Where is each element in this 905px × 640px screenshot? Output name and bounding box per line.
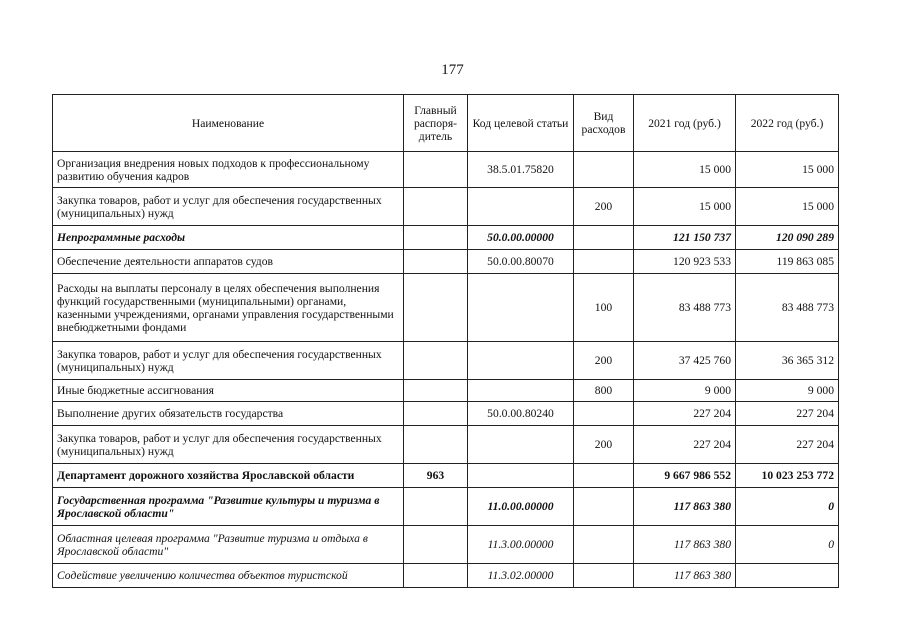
row-2022 <box>736 564 839 588</box>
row-2022: 83 488 773 <box>736 274 839 342</box>
table-row <box>53 402 839 426</box>
row-code <box>468 342 574 380</box>
row-code: 50.0.00.80070 <box>468 250 574 274</box>
row-2021: 15 000 <box>634 152 736 188</box>
table-row <box>53 426 839 464</box>
budget-table <box>52 94 839 588</box>
row-kind: 200 <box>574 188 634 226</box>
row-dept <box>404 274 468 342</box>
row-2021: 117 863 380 <box>634 526 736 564</box>
row-kind <box>574 488 634 526</box>
row-code: 11.3.02.00000 <box>468 564 574 588</box>
row-code <box>468 380 574 402</box>
row-2021: 120 923 533 <box>634 250 736 274</box>
row-2021: 121 150 737 <box>634 226 736 250</box>
row-code: 50.0.00.80240 <box>468 402 574 426</box>
row-dept <box>404 188 468 226</box>
table-row <box>53 188 839 226</box>
row-kind: 200 <box>574 426 634 464</box>
row-dept <box>404 426 468 464</box>
row-2022: 9 000 <box>736 380 839 402</box>
row-kind <box>574 226 634 250</box>
row-2022: 227 204 <box>736 402 839 426</box>
table-row <box>53 152 839 188</box>
header-kind: Вид расходов <box>574 95 634 152</box>
header-name: Наименование <box>53 95 404 152</box>
row-2021: 83 488 773 <box>634 274 736 342</box>
row-2021: 9 667 986 552 <box>634 464 736 488</box>
row-dept <box>404 488 468 526</box>
page-number: 177 <box>441 62 464 78</box>
table-row <box>53 564 839 588</box>
row-dept <box>404 342 468 380</box>
header-2021: 2021 год (руб.) <box>634 95 736 152</box>
row-code: 11.0.00.00000 <box>468 488 574 526</box>
table-row <box>53 526 839 564</box>
row-kind <box>574 526 634 564</box>
row-name: Областная целевая программа "Развитие туризма и отдыха в Ярославской области" <box>53 526 404 564</box>
row-code <box>468 426 574 464</box>
row-dept <box>404 152 468 188</box>
row-dept <box>404 564 468 588</box>
row-name: Непрограммные расходы <box>53 226 404 250</box>
row-name: Организация внедрения новых подходов к профессиональному развитию обучения кадров <box>53 152 404 188</box>
row-code: 38.5.01.75820 <box>468 152 574 188</box>
row-2022: 0 <box>736 526 839 564</box>
row-kind: 200 <box>574 342 634 380</box>
row-dept <box>404 402 468 426</box>
table-row <box>53 488 839 526</box>
table-header-row <box>53 95 839 152</box>
row-kind <box>574 564 634 588</box>
row-name: Закупка товаров, работ и услуг для обеспечения государственных (муниципальных) нужд <box>53 426 404 464</box>
row-code <box>468 274 574 342</box>
row-name: Департамент дорожного хозяйства Ярославской области <box>53 464 404 488</box>
row-2021: 9 000 <box>634 380 736 402</box>
row-dept <box>404 226 468 250</box>
row-2021: 227 204 <box>634 402 736 426</box>
row-kind: 100 <box>574 274 634 342</box>
table-row <box>53 380 839 402</box>
header-dept: Главный распоря-дитель <box>404 95 468 152</box>
row-2022: 119 863 085 <box>736 250 839 274</box>
row-code: 11.3.00.00000 <box>468 526 574 564</box>
row-kind <box>574 250 634 274</box>
row-code <box>468 464 574 488</box>
row-name: Государственная программа "Развитие культуры и туризма в Ярославской области" <box>53 488 404 526</box>
row-code: 50.0.00.00000 <box>468 226 574 250</box>
row-2022: 15 000 <box>736 152 839 188</box>
row-2022: 227 204 <box>736 426 839 464</box>
row-2022: 10 023 253 772 <box>736 464 839 488</box>
row-name: Обеспечение деятельности аппаратов судов <box>53 250 404 274</box>
row-name: Иные бюджетные ассигнования <box>53 380 404 402</box>
row-dept: 963 <box>404 464 468 488</box>
row-name: Расходы на выплаты персоналу в целях обеспечения выполнения функций государственными (муниципальными) органами, казенными учреждениями, органами управления государственными внебюджетными фондами <box>53 274 404 342</box>
row-2021: 15 000 <box>634 188 736 226</box>
row-name: Закупка товаров, работ и услуг для обеспечения государственных (муниципальных) нужд <box>53 188 404 226</box>
table-row <box>53 226 839 250</box>
row-dept <box>404 250 468 274</box>
row-kind <box>574 464 634 488</box>
row-kind <box>574 402 634 426</box>
row-dept <box>404 526 468 564</box>
table-row <box>53 274 839 342</box>
row-2022: 120 090 289 <box>736 226 839 250</box>
row-name: Содействие увеличению количества объектов туристской <box>53 564 404 588</box>
row-2022: 36 365 312 <box>736 342 839 380</box>
header-code: Код целевой статьи <box>468 95 574 152</box>
row-name: Выполнение других обязательств государства <box>53 402 404 426</box>
row-kind <box>574 152 634 188</box>
row-kind: 800 <box>574 380 634 402</box>
row-2022: 15 000 <box>736 188 839 226</box>
row-dept <box>404 380 468 402</box>
table-row <box>53 342 839 380</box>
table-row <box>53 464 839 488</box>
row-2021: 227 204 <box>634 426 736 464</box>
row-name: Закупка товаров, работ и услуг для обеспечения государственных (муниципальных) нужд <box>53 342 404 380</box>
header-2022: 2022 год (руб.) <box>736 95 839 152</box>
row-2021: 117 863 380 <box>634 564 736 588</box>
row-2021: 117 863 380 <box>634 488 736 526</box>
table-row <box>53 250 839 274</box>
row-code <box>468 188 574 226</box>
row-2022: 0 <box>736 488 839 526</box>
row-2021: 37 425 760 <box>634 342 736 380</box>
